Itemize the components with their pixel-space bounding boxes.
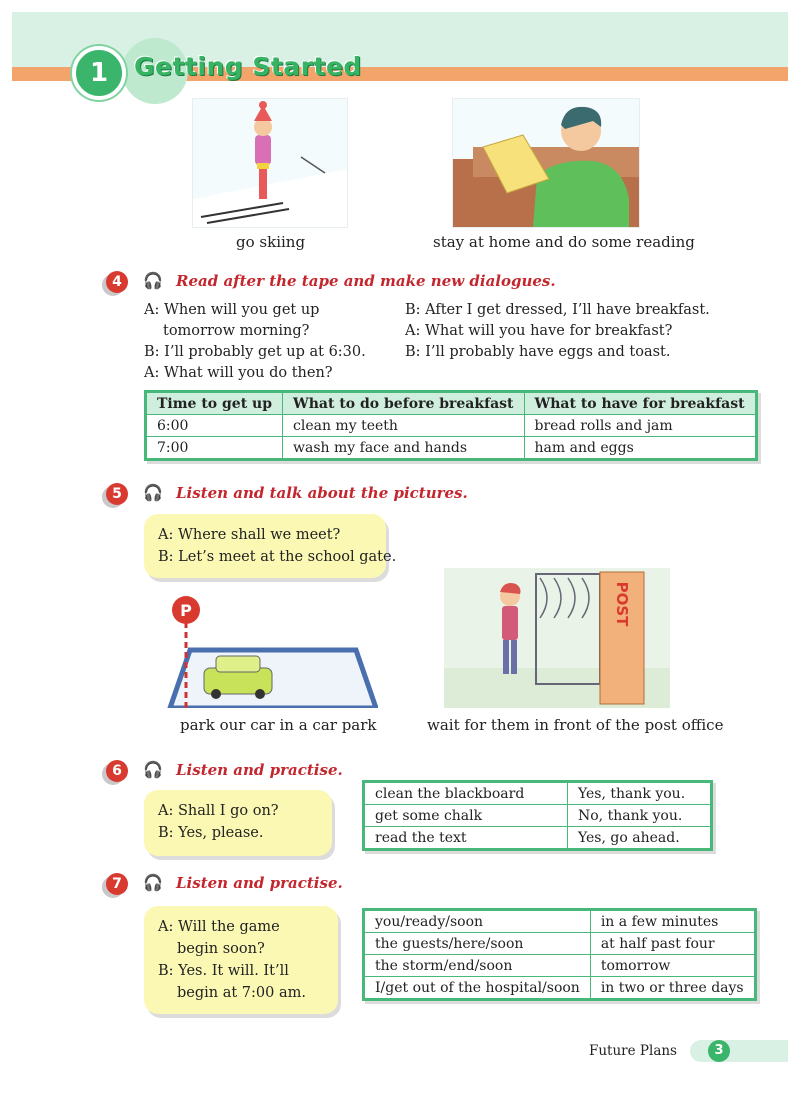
dialogue-line: A: Where shall we meet? bbox=[158, 527, 341, 543]
dialogue-line: A: What will you do then? bbox=[144, 365, 333, 381]
table-row bbox=[365, 827, 711, 849]
car-park-illustration bbox=[160, 592, 378, 708]
headphones-icon: 🎧 bbox=[143, 873, 163, 892]
dialogue-line: begin at 7:00 am. bbox=[177, 985, 306, 1001]
table-cell: at half past four bbox=[590, 933, 754, 955]
headphones-icon: 🎧 bbox=[143, 483, 163, 502]
table-row bbox=[365, 911, 755, 933]
dialogue-line: A: Will the game bbox=[158, 919, 280, 935]
skiing-illustration bbox=[192, 98, 348, 228]
dialogue-line: B: Yes, please. bbox=[158, 825, 264, 841]
exercise-7-table bbox=[362, 908, 757, 1001]
table-header: Time to get up bbox=[147, 393, 283, 415]
post-sign: POST bbox=[613, 581, 631, 627]
table-cell: the guests/here/soon bbox=[365, 933, 591, 955]
table-header: What to do before breakfast bbox=[283, 393, 525, 415]
table-row bbox=[147, 437, 756, 459]
headphones-icon: 🎧 bbox=[143, 760, 163, 779]
reading-illustration bbox=[452, 98, 640, 228]
table-row bbox=[365, 955, 755, 977]
exercise-5-dialogue-bubble bbox=[144, 514, 397, 578]
table-row bbox=[365, 933, 755, 955]
exercise-7-dialogue-bubble bbox=[144, 906, 338, 1014]
table-cell: tomorrow bbox=[590, 955, 754, 977]
post-office-illustration bbox=[444, 568, 670, 708]
dialogue-line: B: After I get dressed, I’ll have breakfast. bbox=[405, 302, 710, 318]
table-cell: Yes, go ahead. bbox=[568, 827, 711, 849]
table-row bbox=[365, 783, 711, 805]
exercise-5-number: 5 bbox=[106, 483, 128, 505]
footer-tab bbox=[690, 1040, 788, 1062]
table-row bbox=[365, 805, 711, 827]
table-cell: Yes, thank you. bbox=[568, 783, 711, 805]
dialogue-line: B: Yes. It will. It’ll bbox=[158, 963, 289, 979]
footer-section-title: Future Plans bbox=[589, 1043, 677, 1059]
table-cell: clean my teeth bbox=[283, 415, 525, 437]
table-cell: No, thank you. bbox=[568, 805, 711, 827]
dialogue-line: B: I’ll probably get up at 6:30. bbox=[144, 344, 366, 360]
exercise-6-dialogue-bubble bbox=[144, 790, 332, 856]
exercise-4-dialogue-left bbox=[144, 300, 366, 384]
page-title: Getting Started bbox=[134, 52, 362, 81]
headphones-icon: 🎧 bbox=[143, 271, 163, 290]
exercise-5-instruction: Listen and talk about the pictures. bbox=[176, 484, 468, 502]
skiing-caption: go skiing bbox=[236, 233, 306, 251]
exercise-7-number: 7 bbox=[106, 873, 128, 895]
table-cell: I/get out of the hospital/soon bbox=[365, 977, 591, 999]
table-header: What to have for breakfast bbox=[524, 393, 755, 415]
table-cell: ham and eggs bbox=[524, 437, 755, 459]
table-cell: read the text bbox=[365, 827, 568, 849]
table-cell: bread rolls and jam bbox=[524, 415, 755, 437]
dialogue-line: B: I’ll probably have eggs and toast. bbox=[405, 344, 671, 360]
post-office-caption: wait for them in front of the post office bbox=[427, 716, 724, 734]
unit-number-badge: 1 bbox=[72, 46, 126, 100]
table-cell: the storm/end/soon bbox=[365, 955, 591, 977]
dialogue-line: B: Let’s meet at the school gate. bbox=[158, 549, 397, 565]
table-cell: in two or three days bbox=[590, 977, 754, 999]
dialogue-line: A: Shall I go on? bbox=[158, 803, 279, 819]
exercise-7-instruction: Listen and practise. bbox=[176, 874, 343, 892]
exercise-6-number: 6 bbox=[106, 760, 128, 782]
exercise-6-instruction: Listen and practise. bbox=[176, 761, 343, 779]
exercise-6-table bbox=[362, 780, 713, 851]
dialogue-line: A: When will you get up bbox=[144, 302, 320, 318]
table-cell: in a few minutes bbox=[590, 911, 754, 933]
car-park-caption: park our car in a car park bbox=[180, 716, 377, 734]
table-cell: you/ready/soon bbox=[365, 911, 591, 933]
exercise-4-table bbox=[144, 390, 758, 461]
car-park-sign: P bbox=[180, 601, 192, 620]
table-row bbox=[365, 977, 755, 999]
exercise-4-dialogue-right bbox=[405, 300, 710, 363]
table-cell: clean the blackboard bbox=[365, 783, 568, 805]
table-cell: 6:00 bbox=[147, 415, 283, 437]
table-cell: get some chalk bbox=[365, 805, 568, 827]
reading-caption: stay at home and do some reading bbox=[433, 233, 695, 251]
dialogue-line: tomorrow morning? bbox=[163, 323, 310, 339]
page-number: 3 bbox=[708, 1040, 730, 1062]
exercise-4-instruction: Read after the tape and make new dialogues. bbox=[176, 272, 556, 290]
exercise-4-number: 4 bbox=[106, 271, 128, 293]
table-header-row bbox=[147, 393, 756, 415]
table-row bbox=[147, 415, 756, 437]
dialogue-line: begin soon? bbox=[177, 941, 265, 957]
table-cell: wash my face and hands bbox=[283, 437, 525, 459]
dialogue-line: A: What will you have for breakfast? bbox=[405, 323, 673, 339]
table-cell: 7:00 bbox=[147, 437, 283, 459]
